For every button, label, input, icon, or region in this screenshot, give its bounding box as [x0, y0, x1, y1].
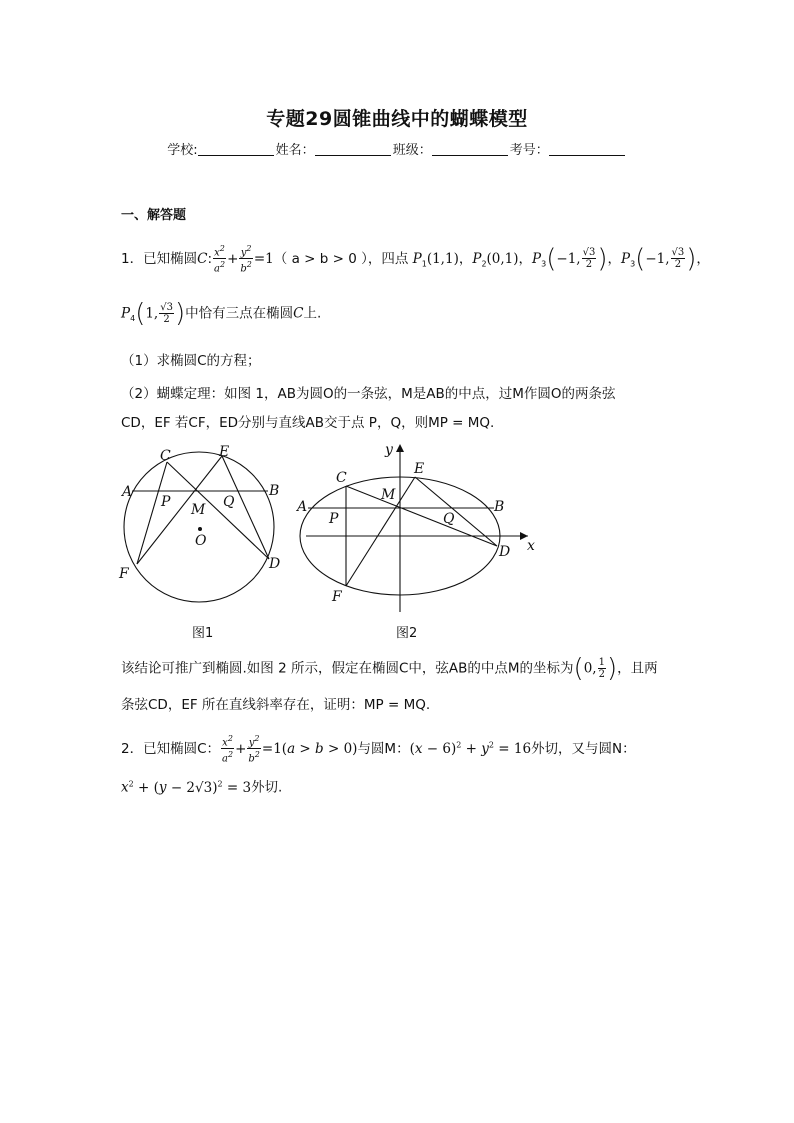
student-info-row	[0, 139, 794, 158]
fig2-label-q: Q	[443, 511, 455, 527]
fig1-label-m: M	[191, 502, 206, 518]
figures	[110, 440, 550, 645]
fig1-label-p: P	[161, 494, 171, 510]
problem1-part1: （1）求椭圆C的方程；	[121, 353, 261, 369]
fig1-label-a: A	[122, 484, 133, 500]
problem1-ext-line1: 该结论可推广到椭圆.如图 2 所示，假定在椭圆C中，弦AB的中点M的坐标为(0, $\frac{1}{2}$ )，且两	[121, 653, 658, 684]
fig1-label-o: O	[195, 533, 207, 549]
fig2-label-c: C	[336, 470, 347, 486]
school-label: 学校:	[167, 143, 198, 158]
fig1-label-d: D	[269, 556, 281, 572]
fig1-label-q: Q	[223, 494, 235, 510]
class-blank	[432, 143, 508, 156]
name-label: 姓名：	[275, 143, 315, 158]
id-blank	[549, 143, 625, 156]
fig2-label-p: P	[329, 511, 339, 527]
fig2-label-x: x	[527, 538, 535, 554]
problem1-ext-line2: 条弦CD，EF 所在直线斜率存在，证明：MP = MQ.	[121, 697, 431, 713]
fig1-line-cf	[137, 462, 167, 564]
class-label: 班级：	[392, 143, 432, 158]
problem1-part2-line1: （2）蝴蝶定理：如图 1，AB为圆O的一条弦，M是AB的中点，过M作圆O的两条弦	[121, 386, 616, 402]
problem2-line2: $x^2 + (y - 2√3)^2 = 3$外切.	[121, 779, 283, 796]
problem1-line1: 1．已知椭圆C: $\frac{x^2}{a^2}$ + $\frac{y^2}{b^2}$ =1（ a > b > 0 ），四点 $P_1(1,1)$，$P_2(0,1)$，$P_3(-1$, $\frac{√3}{2}$ )，$P_3(-1$, $\frac{√3}{2}$ )，	[121, 243, 710, 275]
fig1-caption: 图1	[192, 626, 214, 641]
page-title: 专题29圆锥曲线中的蝴蝶模型	[266, 108, 528, 130]
fig1-circle	[124, 452, 274, 602]
fig2-caption: 图2	[396, 626, 418, 641]
fig1-label-e: E	[219, 444, 230, 460]
fig2-chord-cd	[346, 486, 497, 546]
fig2-label-d: D	[499, 544, 511, 560]
problem2-line1: 2．已知椭圆C： $\frac{x^2}{a^2}$ + $\frac{y^2}{b^2}$ =1(a > b > 0)与圆M：$(x - 6)^2 + y^2 = 16$外切，又与圆N：	[121, 734, 636, 765]
fig2-label-e: E	[414, 461, 425, 477]
fig2-label-y: y	[385, 442, 393, 458]
fig1-label-b: B	[269, 483, 280, 499]
problem1-line2: $P_4(1$, $\frac{√3}{2}$ )中恰有三点在椭圆C上.	[121, 298, 322, 329]
fig2-label-b: B	[494, 499, 505, 515]
fig2-label-f: F	[332, 589, 342, 605]
fig2-y-arrow	[396, 444, 404, 452]
problem1-part2-line2: CD，EF 若CF，ED分别与直线AB交于点 P，Q，则MP = MQ.	[121, 415, 495, 431]
figure-1	[124, 452, 274, 602]
fig1-chord-cd	[167, 462, 269, 559]
fig1-label-c: C	[160, 448, 171, 464]
fig1-label-f: F	[119, 566, 129, 582]
fig2-label-m: M	[381, 487, 396, 503]
fig1-center-dot	[198, 527, 202, 531]
school-blank	[198, 143, 274, 156]
name-blank	[315, 143, 391, 156]
id-label: 考号：	[509, 143, 549, 158]
section-heading: 一、解答题	[121, 208, 187, 223]
fig1-chord-ef	[137, 456, 222, 564]
fig2-label-a: A	[297, 499, 308, 515]
